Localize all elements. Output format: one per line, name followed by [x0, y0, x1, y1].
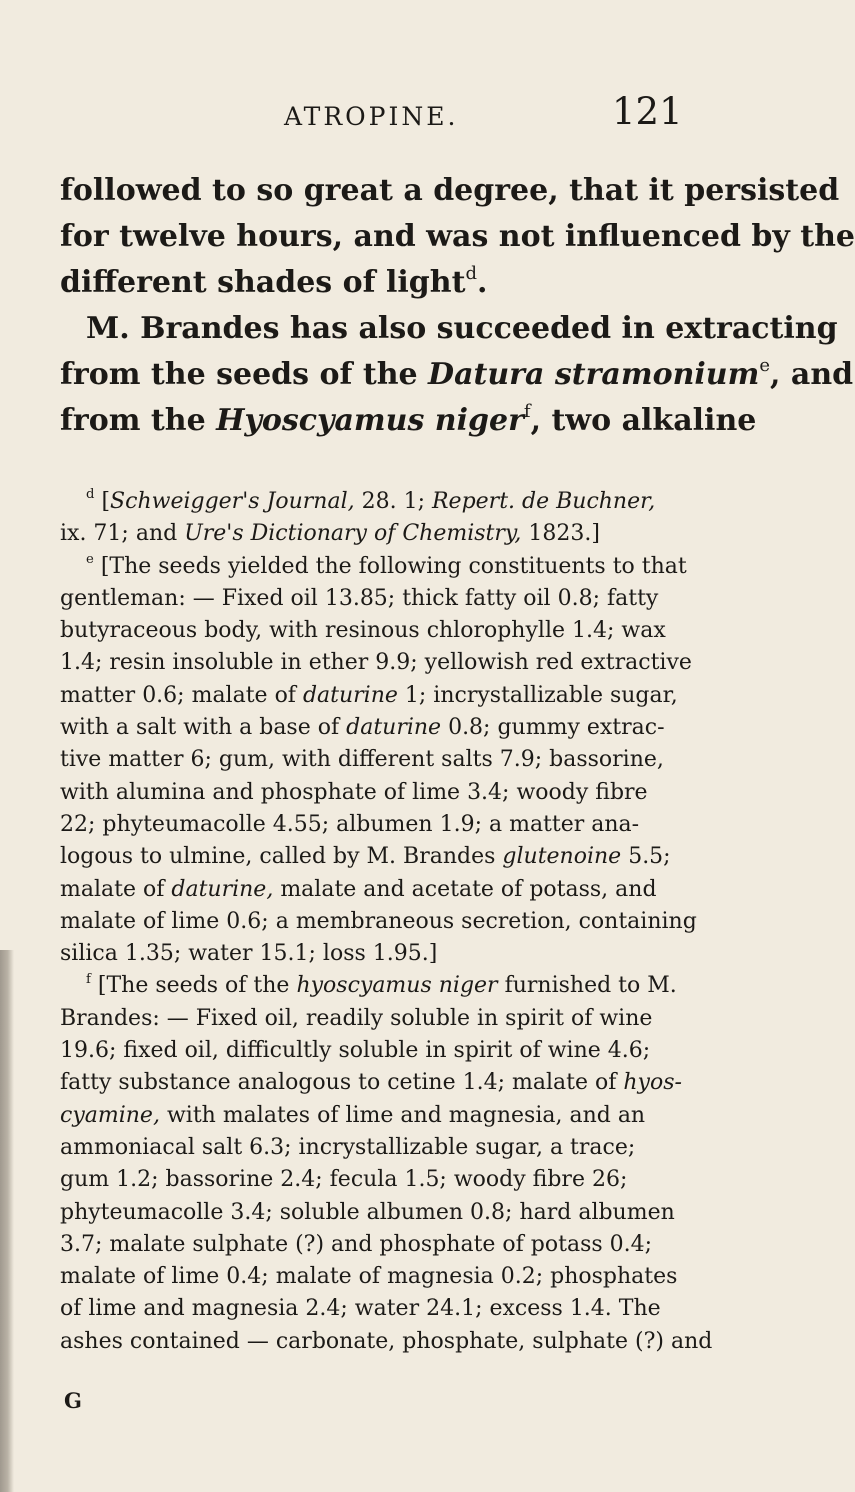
page-header	[0, 88, 801, 138]
body-line: M. Brandes has also succeeded in extracting	[86, 311, 838, 346]
footnote-line: ammoniacal salt 6.3; incrystallizable sugar, a trace;	[60, 1134, 636, 1160]
footnote-mark-d: d	[465, 263, 477, 285]
footnote-d: $^d$ [Schweigger's Journal, 28. 1; Repert. de Buchner,	[86, 487, 656, 514]
footnote-e: $^e$ [The seeds yielded the following constituents to that	[86, 551, 687, 579]
footnote-line: ashes contained — carbonate, phosphate, sulphate (?) and	[60, 1328, 713, 1354]
footnote-line: 19.6; fixed oil, difficultly soluble in spirit of wine 4.6;	[60, 1038, 651, 1064]
footnote-line: matter 0.6; malate of daturine 1; incrystallizable sugar,	[60, 682, 678, 708]
footnote-line: cyamine, with malates of lime and magnesia, and an	[60, 1102, 646, 1128]
body-line: followed to so great a degree, that it persisted	[60, 173, 840, 208]
binding-shadow	[0, 950, 14, 1492]
footnote-line: silica 1.35; water 15.1; loss 1.95.]	[60, 941, 438, 967]
footnote-line: logous to ulmine, called by M. Brandes glutenoine 5.5;	[60, 844, 671, 870]
body-line: for twelve hours, and was not influenced by the	[60, 219, 855, 254]
footnote-line: gum 1.2; bassorine 2.4; fecula 1.5; woody fibre 26;	[60, 1167, 628, 1193]
footnote-line: malate of lime 0.4; malate of magnesia 0.2; phosphates	[60, 1264, 678, 1290]
footnote-line: gentleman: — Fixed oil 13.85; thick fatty oil 0.8; fatty	[60, 585, 659, 611]
signature-mark: G	[64, 1388, 82, 1413]
footnote-line: Brandes: — Fixed oil, readily soluble in spirit of wine	[60, 1005, 653, 1031]
species-name: Hyoscyamus niger	[216, 403, 524, 438]
footnote-f: $^f$ [The seeds of the hyoscyamus niger furnished to M.	[86, 971, 677, 999]
footnote-line: ix. 71; and Ure's Dictionary of Chemistry, 1823.]	[60, 521, 600, 547]
footnote-line: 22; phyteumacolle 4.55; albumen 1.9; a matter ana-	[60, 811, 640, 837]
body-line: from the seeds of the Datura stramonium$^e$, and	[60, 355, 854, 392]
footnote-line: with a salt with a base of daturine 0.8; gummy extrac-	[60, 715, 665, 741]
footnote-line: 3.7; malate sulphate (?) and phosphate of potass 0.4;	[60, 1231, 653, 1257]
footnote-line: tive matter 6; gum, with different salts 7.9; bassorine,	[60, 747, 664, 773]
footnote-line: of lime and magnesia 2.4; water 24.1; excess 1.4. The	[60, 1296, 661, 1322]
page-number: 121	[612, 90, 683, 133]
footnote-mark-e: e	[759, 355, 771, 377]
footnote-line: butyraceous body, with resinous chlorophylle 1.4; wax	[60, 618, 666, 644]
footnote-line: malate of lime 0.6; a membraneous secretion, containing	[60, 908, 697, 934]
footnote-line: fatty substance analogous to cetine 1.4; malate of hyos-	[60, 1070, 682, 1096]
footnote-mark-f: f	[523, 401, 531, 423]
running-title: ATROPINE.	[284, 102, 459, 131]
footnote-line: phyteumacolle 3.4; soluble albumen 0.8; hard albumen	[60, 1199, 675, 1225]
body-line: from the Hyoscyamus niger$^f$, two alkaline	[60, 401, 757, 438]
footnotes	[60, 486, 720, 1358]
body-paragraph	[60, 168, 855, 444]
species-name: Datura stramonium	[428, 357, 760, 392]
footnote-line: with alumina and phosphate of lime 3.4; woody fibre	[60, 779, 648, 805]
body-line: different shades of light$^d$.	[60, 263, 488, 300]
footnote-line: 1.4; resin insoluble in ether 9.9; yellowish red extractive	[60, 650, 692, 676]
footnote-line: malate of daturine, malate and acetate of potass, and	[60, 876, 657, 902]
